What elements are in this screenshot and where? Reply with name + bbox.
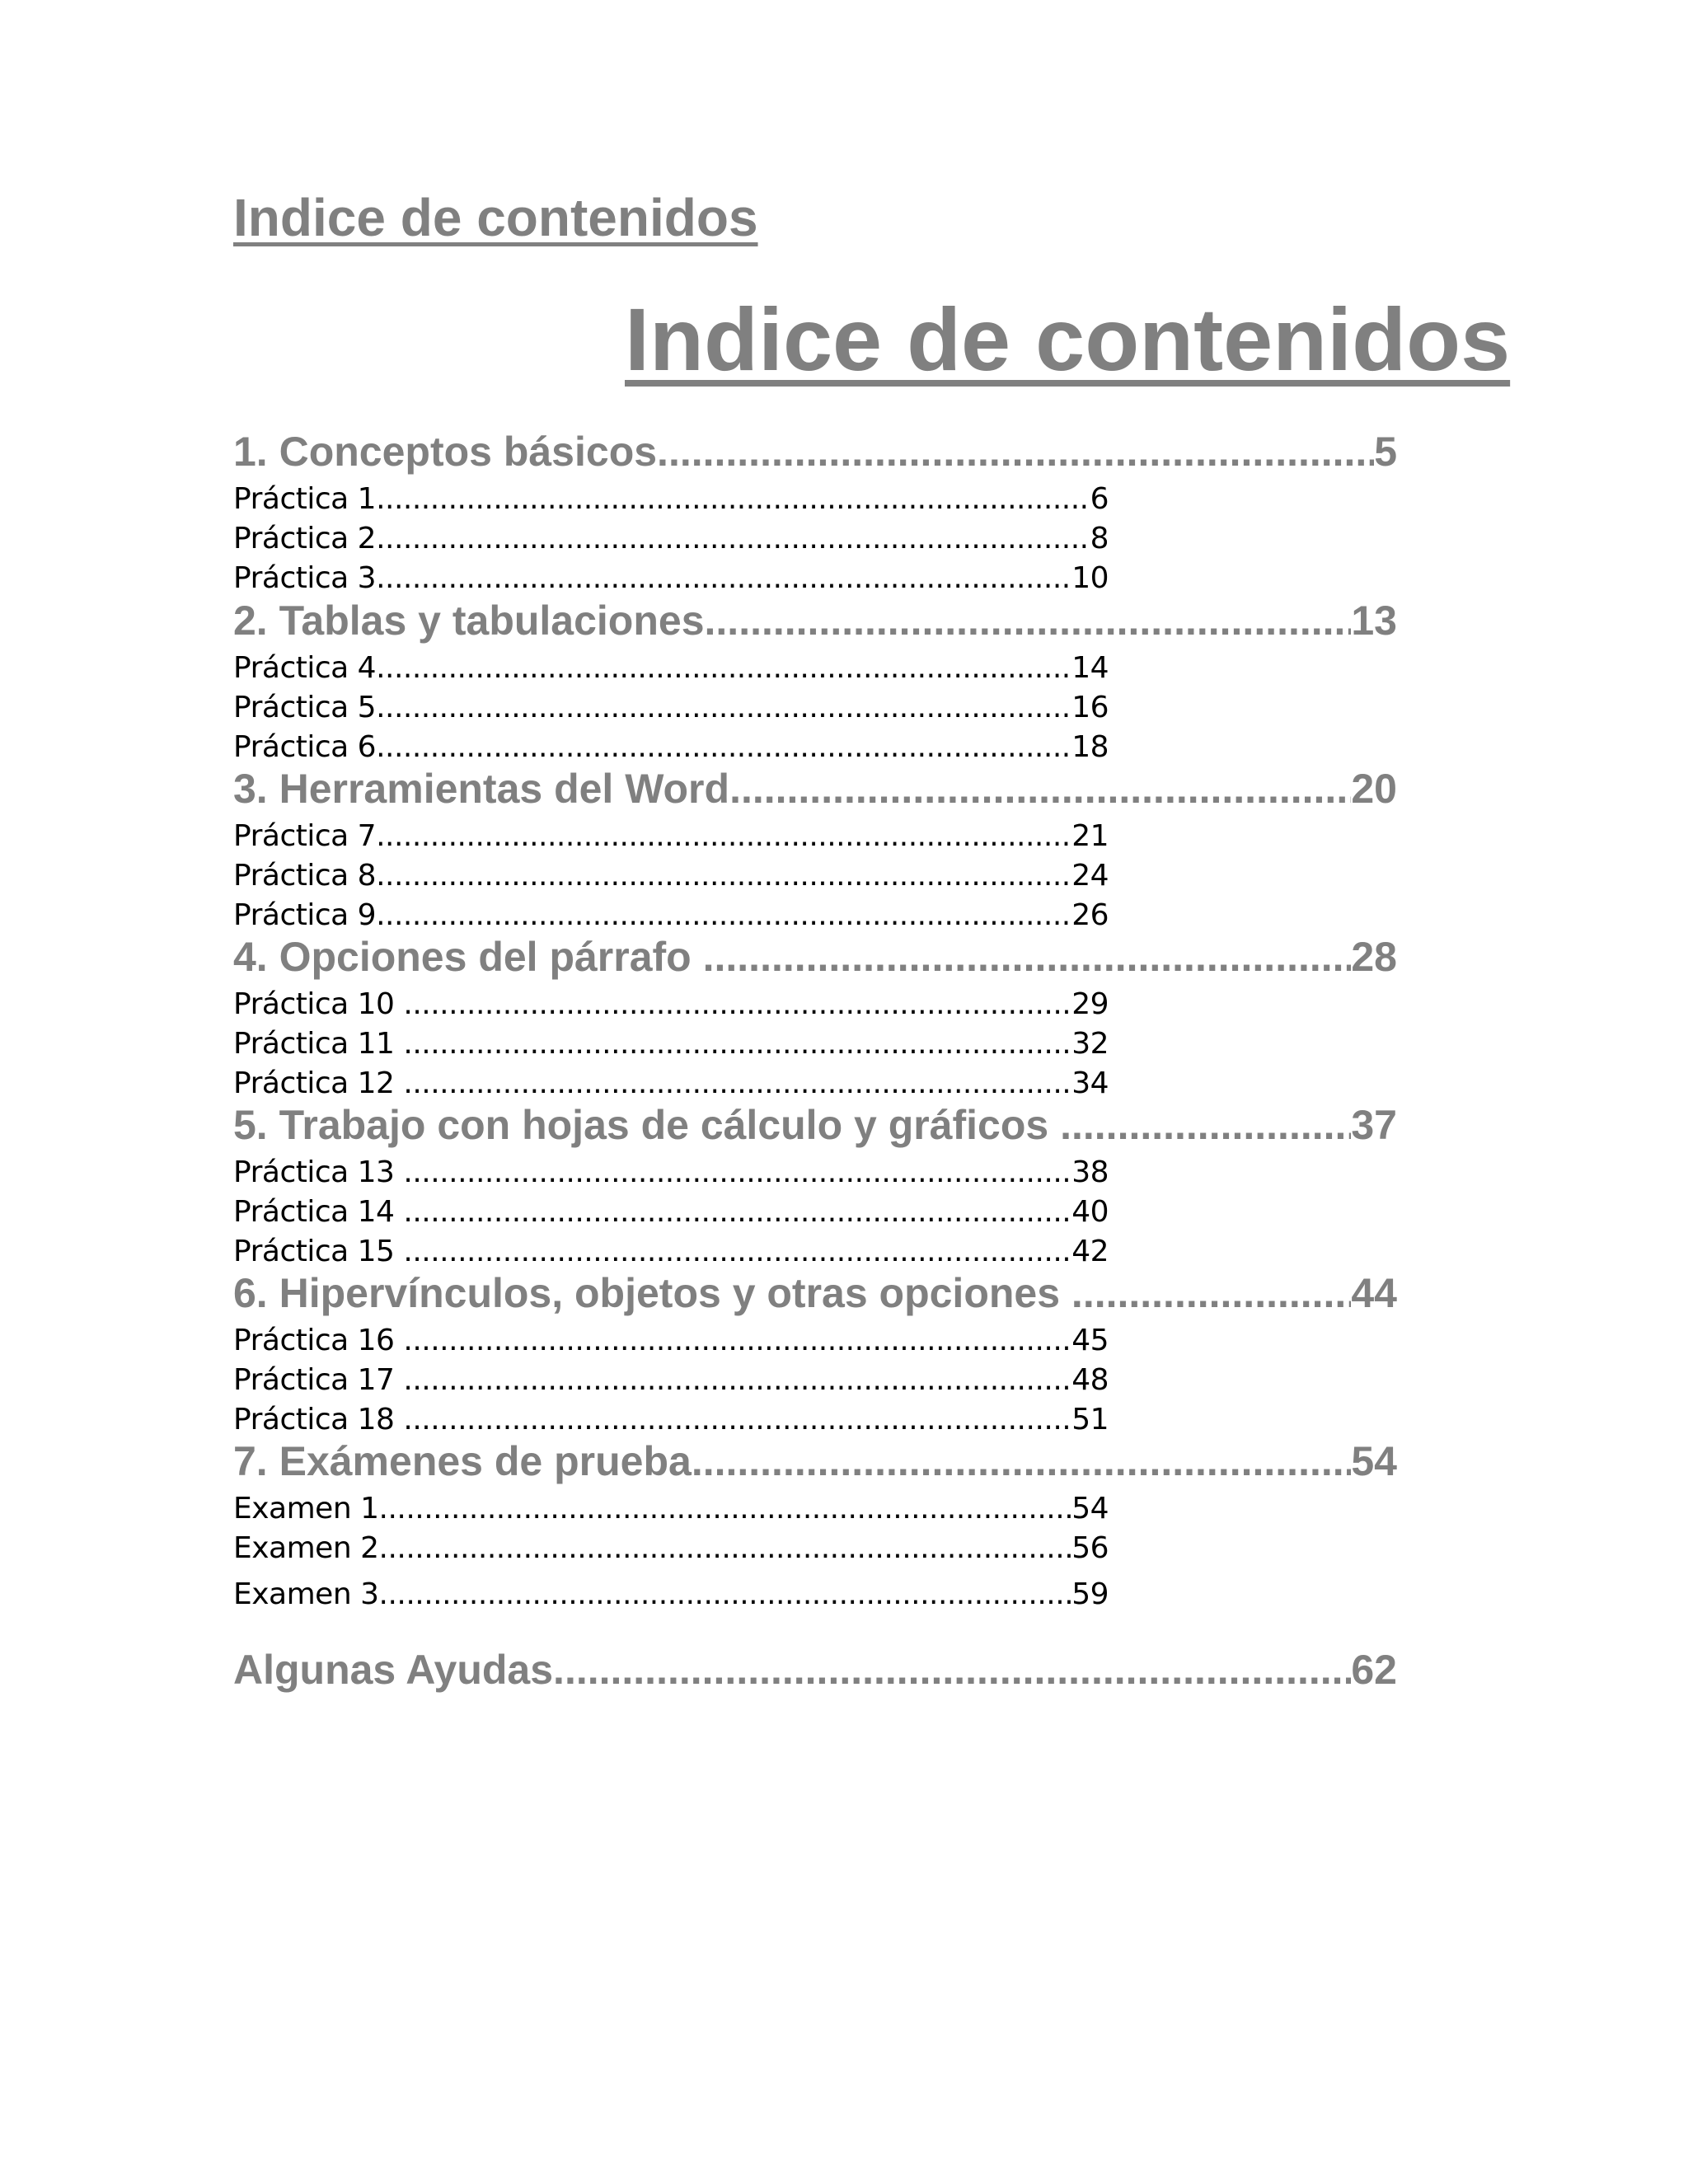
toc-entry-page: 8 [1090, 522, 1109, 555]
toc-chapter-7[interactable] [233, 1438, 1397, 1484]
toc-entry[interactable] [233, 1530, 1109, 1567]
toc-entry-label: Práctica 6 [233, 730, 377, 764]
toc-entry-page: 38 [1071, 1155, 1109, 1189]
toc-chapter-label: 7. Exámenes de prueba [233, 1438, 692, 1484]
toc-leader-dots [1071, 1270, 1351, 1316]
toc-entry-label: Práctica 18 [233, 1403, 404, 1436]
toc-leader-dots [553, 1647, 1351, 1693]
toc-extra-label: Algunas Ayudas [233, 1647, 554, 1693]
toc-entry[interactable] [233, 1491, 1109, 1527]
toc-leader-dots [376, 690, 1071, 726]
toc-leader-dots [403, 1155, 1071, 1191]
toc-leader-dots [376, 729, 1071, 766]
toc-leader-dots [403, 1066, 1071, 1102]
toc-entry[interactable] [233, 560, 1109, 597]
toc-leader-dots [705, 598, 1352, 644]
toc-chapter-label: 3. Herramientas del Word [233, 766, 730, 812]
toc-entry-page: 59 [1071, 1577, 1109, 1611]
toc-entry[interactable] [233, 1026, 1109, 1062]
toc-chapter-3[interactable] [233, 766, 1397, 812]
toc-entry-label: Práctica 11 [233, 1027, 404, 1061]
toc-leader-dots [403, 1194, 1071, 1230]
toc-entry-page: 34 [1071, 1066, 1109, 1100]
toc-entry-page: 26 [1071, 898, 1109, 932]
toc-entry-label: Práctica 2 [233, 522, 377, 555]
toc-entry-label: Examen 2 [233, 1531, 379, 1565]
toc-leader-dots [376, 898, 1071, 934]
toc-entry-page: 14 [1071, 651, 1109, 685]
toc-entry-label: Práctica 16 [233, 1324, 404, 1357]
toc-leader-dots [403, 1402, 1071, 1438]
toc-leader-dots [692, 1438, 1352, 1484]
toc-chapter-label: 1. Conceptos básicos [233, 429, 658, 475]
toc-chapter-1[interactable] [233, 429, 1397, 475]
toc-entry[interactable] [233, 898, 1109, 934]
toc-extra-ayudas[interactable] [233, 1647, 1397, 1693]
toc-entry[interactable] [233, 1362, 1109, 1399]
toc-entry-label: Práctica 14 [233, 1195, 404, 1229]
toc-entry-page: 18 [1071, 730, 1109, 764]
toc-entry-label: Práctica 12 [233, 1066, 404, 1100]
toc-entry-page: 42 [1071, 1235, 1109, 1268]
toc-entry-label: Examen 1 [233, 1492, 379, 1526]
toc-entry-page: 48 [1071, 1363, 1109, 1397]
toc-entry-page: 51 [1071, 1403, 1109, 1436]
toc-entry[interactable] [233, 818, 1109, 855]
toc-leader-dots [379, 1530, 1072, 1567]
toc-entry[interactable] [233, 987, 1109, 1023]
toc-entry[interactable] [233, 729, 1109, 766]
toc-entry[interactable] [233, 1323, 1109, 1359]
toc-entry-page: 32 [1071, 1027, 1109, 1061]
toc-leader-dots [379, 1491, 1072, 1527]
toc-leader-dots [376, 818, 1071, 855]
toc-entry-page: 21 [1071, 819, 1109, 853]
toc-chapter-page: 37 [1351, 1102, 1397, 1148]
toc-chapter-label: 2. Tablas y tabulaciones [233, 598, 705, 644]
toc-extra-page: 62 [1351, 1647, 1397, 1693]
toc-entry-label: Práctica 13 [233, 1155, 404, 1189]
toc-entry[interactable] [233, 1194, 1109, 1230]
toc-chapter-page: 54 [1351, 1438, 1397, 1484]
toc-entry[interactable] [233, 481, 1109, 518]
toc-entry[interactable] [233, 521, 1109, 557]
toc-entry-page: 24 [1071, 859, 1109, 893]
toc-entry[interactable] [233, 1577, 1109, 1613]
toc-leader-dots [703, 934, 1352, 980]
toc-entry[interactable] [233, 1066, 1109, 1102]
toc-chapter-4[interactable] [233, 934, 1397, 980]
toc-leader-dots [729, 766, 1351, 812]
toc-entry[interactable] [233, 650, 1109, 687]
toc-entry[interactable] [233, 1155, 1109, 1191]
toc-entry-label: Práctica 15 [233, 1235, 404, 1268]
toc-leader-dots [403, 1323, 1071, 1359]
toc-chapter-page: 44 [1351, 1270, 1397, 1316]
toc-entry-label: Práctica 8 [233, 859, 377, 893]
toc-leader-dots [376, 858, 1071, 894]
toc-chapter-5[interactable] [233, 1102, 1397, 1148]
toc-entry-label: Práctica 4 [233, 651, 377, 685]
toc-leader-dots [403, 987, 1071, 1023]
toc-entry-label: Práctica 9 [233, 898, 377, 932]
toc-leader-dots [1060, 1102, 1351, 1148]
toc-entry-page: 16 [1071, 691, 1109, 724]
toc-chapter-page: 28 [1351, 934, 1397, 980]
toc-entry-page: 40 [1071, 1195, 1109, 1229]
toc-entry-label: Práctica 10 [233, 987, 404, 1021]
toc-leader-dots [376, 481, 1090, 518]
toc-entry-page: 56 [1071, 1531, 1109, 1565]
toc-leader-dots [379, 1577, 1072, 1613]
toc-chapter-label: 5. Trabajo con hojas de cálculo y gráficos [233, 1102, 1061, 1148]
toc-chapter-6[interactable] [233, 1270, 1397, 1316]
toc-entry-page: 45 [1071, 1324, 1109, 1357]
toc-leader-dots [376, 560, 1071, 597]
toc-entry-page: 10 [1071, 561, 1109, 595]
toc-chapter-label: 4. Opciones del párrafo [233, 934, 703, 980]
toc-entry-label: Práctica 1 [233, 482, 377, 516]
toc-leader-dots [657, 429, 1374, 475]
toc-entry[interactable] [233, 1234, 1109, 1270]
toc-chapter-page: 13 [1351, 598, 1397, 644]
header-title: Indice de contenidos [233, 188, 758, 247]
toc-entry-label: Práctica 3 [233, 561, 377, 595]
toc-entry-label: Examen 3 [233, 1577, 379, 1611]
toc-chapter-page: 5 [1374, 429, 1397, 475]
toc-chapter-label: 6. Hipervínculos, objetos y otras opciones [233, 1270, 1071, 1316]
toc-entry-label: Práctica 17 [233, 1363, 404, 1397]
toc-leader-dots [376, 650, 1071, 687]
toc-leader-dots [376, 521, 1090, 557]
toc-entry-label: Práctica 7 [233, 819, 377, 853]
toc-leader-dots [403, 1362, 1071, 1399]
toc-entry[interactable] [233, 1402, 1109, 1438]
main-title: Indice de contenidos [625, 289, 1511, 389]
toc-entry-page: 29 [1071, 987, 1109, 1021]
toc-entry-label: Práctica 5 [233, 691, 377, 724]
toc-entry[interactable] [233, 690, 1109, 726]
toc-entry-page: 54 [1071, 1492, 1109, 1526]
toc-entry[interactable] [233, 858, 1109, 894]
toc-chapter-page: 20 [1351, 766, 1397, 812]
toc-entry-page: 6 [1090, 482, 1109, 516]
toc-leader-dots [403, 1026, 1071, 1062]
toc-leader-dots [403, 1234, 1071, 1270]
toc-chapter-2[interactable] [233, 598, 1397, 644]
